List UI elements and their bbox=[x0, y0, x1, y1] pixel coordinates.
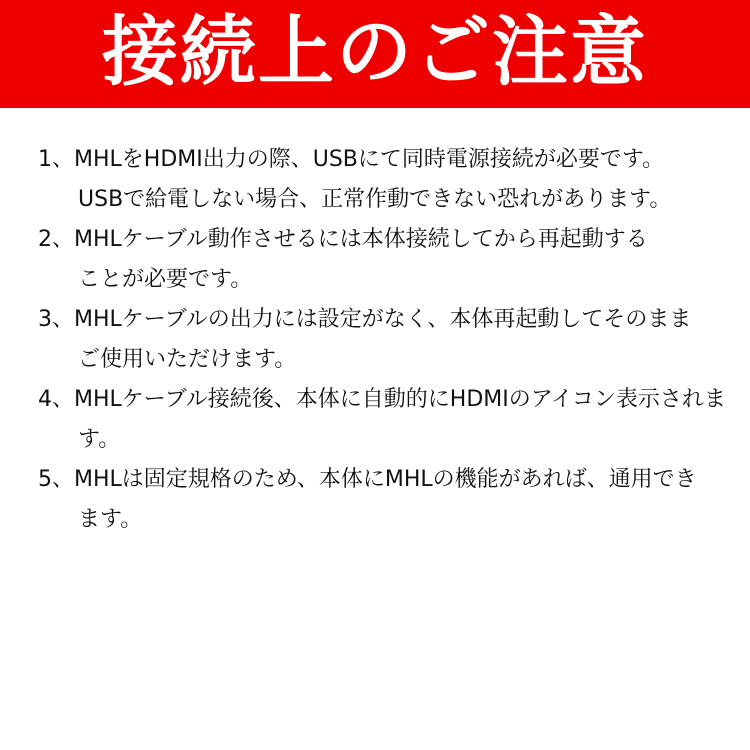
note-line: す。 bbox=[78, 427, 121, 452]
note-line: 1、MHLをHDMI出力の際、USBにて同時電源接続が必要です。 bbox=[38, 147, 665, 172]
note-line: USBで給電しない場合、正常作動できない恐れがあります。 bbox=[78, 187, 672, 212]
note-line: 5、MHLは固定規格のため、本体にMHLの機能があれば、通用でき bbox=[38, 467, 697, 492]
note-line: ご使用いただけます。 bbox=[78, 347, 297, 372]
note-item-4 bbox=[38, 380, 738, 460]
note-item-1 bbox=[38, 140, 738, 220]
notes-list bbox=[38, 140, 738, 540]
note-line: ことが必要です。 bbox=[78, 267, 253, 292]
note-line: 4、MHLケーブル接続後、本体に自動的にHDMIのアイコン表示されま bbox=[38, 387, 726, 412]
note-item-2 bbox=[38, 220, 738, 300]
note-line: 3、MHLケーブルの出力には設定がなく、本体再起動してそのまま bbox=[38, 307, 692, 332]
note-line: ます。 bbox=[78, 507, 143, 532]
page-title: 接続上のご注意 bbox=[102, 7, 648, 96]
note-line: 2、MHLケーブル動作させるには本体接続してから再起動する bbox=[38, 227, 648, 252]
title-banner bbox=[0, 0, 750, 108]
note-item-5 bbox=[38, 460, 738, 540]
note-item-3 bbox=[38, 300, 738, 380]
